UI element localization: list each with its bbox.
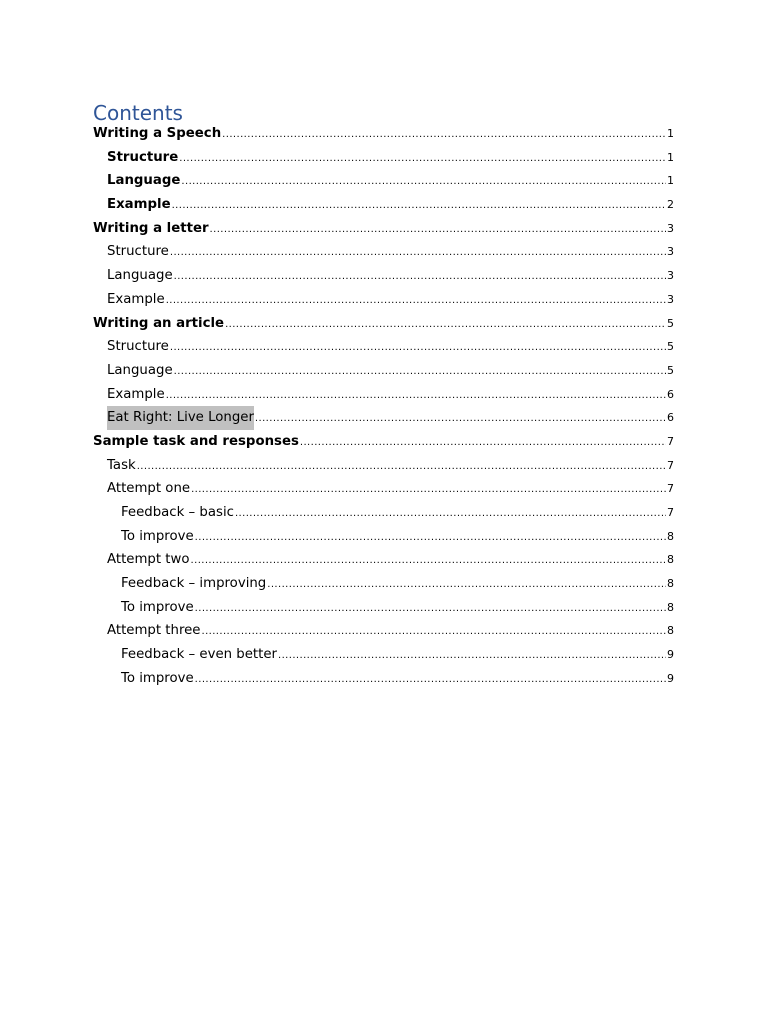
toc-page-number: 7: [667, 482, 674, 496]
toc-page-number: 5: [667, 363, 674, 377]
toc-dot-leader: [172, 194, 666, 218]
toc-dot-leader: [191, 549, 666, 573]
toc-entry[interactable]: [93, 240, 674, 264]
toc-dot-leader: [201, 620, 666, 644]
toc-entry-label: Feedback – basic: [121, 505, 234, 520]
toc-heading: Contents: [93, 101, 183, 125]
toc-dot-leader: [235, 502, 666, 526]
toc-dot-leader: [195, 597, 666, 621]
toc-entry[interactable]: [93, 383, 674, 407]
toc-entry-label: Language: [107, 362, 173, 378]
toc-page-number: 5: [667, 340, 674, 354]
toc-dot-leader: [210, 218, 666, 242]
toc-dot-leader: [222, 123, 666, 147]
toc-entry-label: Attempt one: [107, 481, 191, 497]
toc-entry[interactable]: [93, 264, 674, 288]
toc-entry-label: Writing a letter: [93, 220, 209, 236]
toc-entry[interactable]: [93, 430, 674, 454]
toc-entry[interactable]: [93, 501, 674, 525]
toc-page-number: 3: [667, 269, 674, 283]
toc-entry[interactable]: [93, 288, 674, 312]
toc-dot-leader: [166, 289, 666, 313]
toc-list: [93, 122, 674, 691]
toc-dot-leader: [225, 313, 666, 337]
toc-page-number: 3: [667, 292, 674, 306]
toc-entry-label: Example: [107, 197, 171, 213]
toc-page-number: 2: [667, 198, 674, 212]
toc-entry-label: Language: [107, 268, 173, 284]
toc-entry-label: Writing an article: [93, 315, 225, 331]
toc-entry[interactable]: [93, 169, 674, 193]
toc-page-number: 1: [667, 127, 674, 140]
toc-entry-label: Structure: [107, 149, 179, 165]
toc-dot-leader: [195, 668, 666, 692]
toc-entry[interactable]: [93, 525, 674, 549]
toc-page-number: 1: [667, 174, 674, 188]
toc-page-number: 9: [667, 648, 674, 662]
toc-entry[interactable]: [93, 454, 674, 478]
toc-page-number: 3: [667, 221, 674, 235]
toc-page-number: 6: [667, 411, 674, 425]
toc-page-number: 8: [667, 529, 674, 543]
toc-entry-label: Structure: [107, 339, 169, 355]
toc-page-number: 7: [667, 458, 674, 472]
toc-entry[interactable]: [93, 643, 674, 667]
toc-entry-label: Example: [107, 291, 165, 307]
toc-dot-leader: [166, 384, 666, 408]
toc-page-number: 5: [667, 316, 674, 330]
toc-page-number: 8: [667, 553, 674, 567]
toc-entry-label: Writing a Speech: [93, 126, 222, 141]
toc-entry[interactable]: [93, 335, 674, 359]
toc-page-number: 8: [667, 600, 674, 614]
toc-entry[interactable]: [93, 193, 674, 217]
toc-entry-label: Feedback – improving: [121, 576, 267, 592]
toc-page-number: 7: [667, 434, 674, 448]
toc-entry-label: Example: [107, 386, 165, 402]
toc-entry-label: Feedback – even better: [121, 647, 278, 663]
toc-entry[interactable]: [93, 406, 674, 430]
toc-dot-leader: [300, 431, 666, 455]
toc-entry-label: To improve: [121, 528, 194, 544]
toc-dot-leader: [191, 478, 666, 502]
toc-entry-label: Attempt three: [107, 623, 201, 639]
toc-dot-leader: [170, 241, 666, 265]
toc-entry[interactable]: [93, 572, 674, 596]
toc-page-number: 3: [667, 245, 674, 259]
toc-entry[interactable]: [93, 596, 674, 620]
toc-dot-leader: [174, 265, 666, 289]
toc-entry[interactable]: [93, 312, 674, 336]
toc-dot-leader: [179, 147, 666, 171]
toc-dot-leader: [137, 455, 666, 479]
toc-page-number: 1: [667, 150, 674, 164]
toc-entry[interactable]: [93, 548, 674, 572]
toc-entry-label: To improve: [121, 670, 194, 686]
toc-dot-leader: [195, 526, 666, 550]
toc-dot-leader: [181, 170, 666, 194]
toc-dot-leader: [174, 360, 666, 384]
toc-page-number: 9: [667, 671, 674, 685]
toc-entry-label: Attempt two: [107, 552, 190, 568]
toc-page-number: 7: [667, 506, 674, 519]
toc-entry[interactable]: [93, 619, 674, 643]
toc-entry[interactable]: [93, 359, 674, 383]
toc-page-number: 8: [667, 577, 674, 591]
toc-dot-leader: [170, 336, 666, 360]
toc-entry[interactable]: [93, 667, 674, 691]
toc-entry-label: Eat Right: Live Longer: [107, 406, 254, 430]
toc-page-number: 8: [667, 624, 674, 638]
toc-dot-leader: [278, 644, 666, 668]
toc-entry[interactable]: [93, 477, 674, 501]
toc-entry[interactable]: [93, 122, 674, 146]
toc-page-number: 6: [667, 387, 674, 401]
toc-entry-label: To improve: [121, 599, 194, 615]
toc-dot-leader: [267, 573, 666, 597]
toc-entry-label: Language: [107, 173, 181, 189]
toc-entry-label: Sample task and responses: [93, 433, 299, 449]
toc-dot-leader: [255, 407, 666, 431]
toc-entry-label: Structure: [107, 244, 169, 260]
toc-entry[interactable]: [93, 146, 674, 170]
toc-entry-label: Task: [107, 457, 136, 473]
toc-entry[interactable]: [93, 217, 674, 241]
